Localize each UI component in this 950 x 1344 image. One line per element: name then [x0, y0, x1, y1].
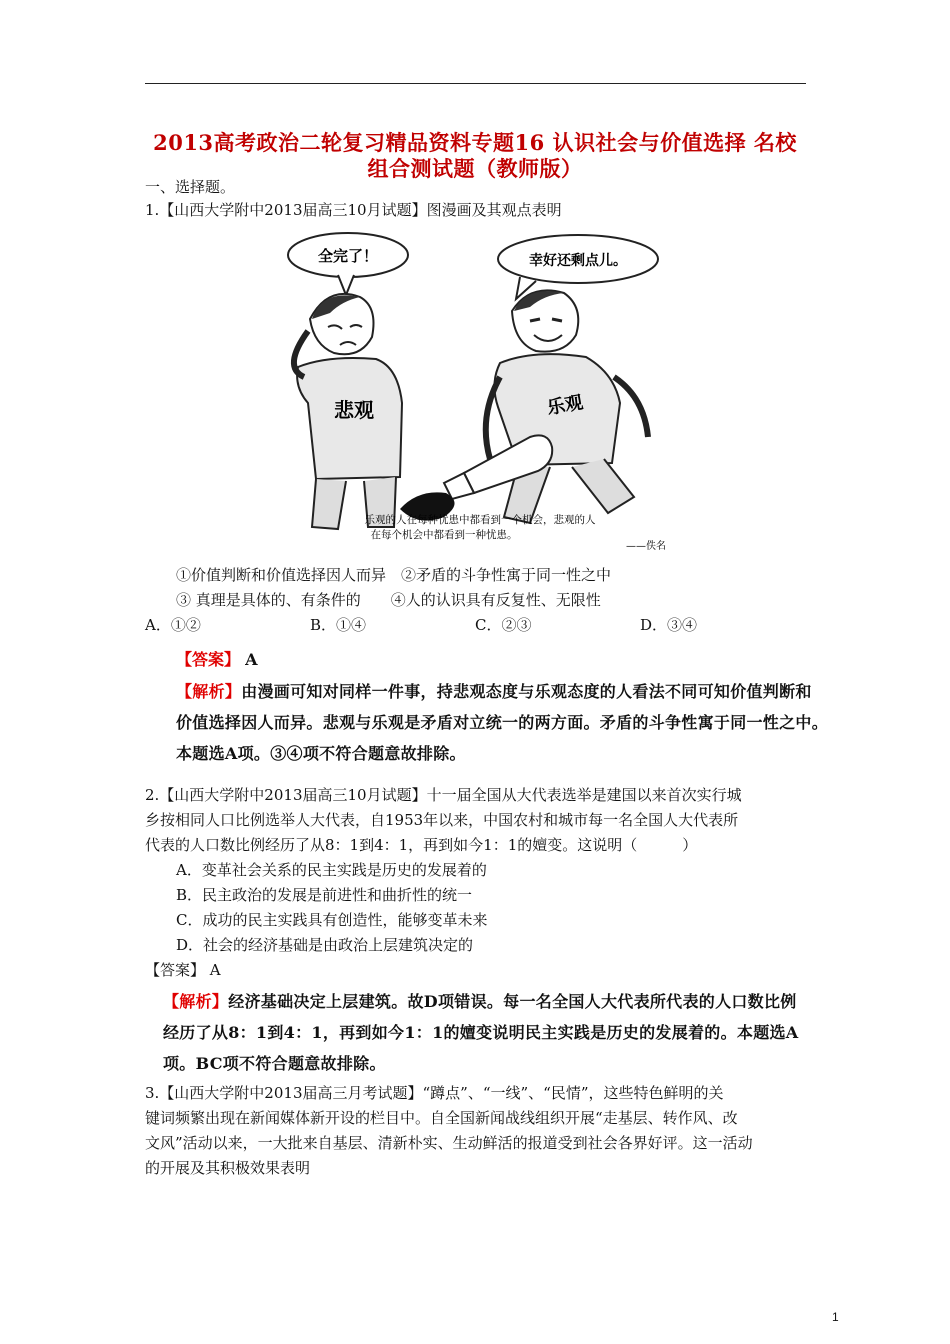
- cartoon-illustration: [268, 227, 692, 555]
- page-number: 1: [832, 1310, 839, 1324]
- q1-explanation-line3: 本题选A项。③④项不符合题意故排除。: [176, 744, 466, 763]
- q3-line4: 的开展及其积极效果表明: [145, 1159, 311, 1177]
- q1-choice-b: B．①④: [310, 616, 367, 634]
- q1-answer: [176, 647, 258, 670]
- q2-option-a: A．变革社会关系的民主实践是历史的发展着的: [176, 861, 487, 879]
- optimist-figure: [486, 290, 648, 523]
- cartoon-caption-2: 在每个机会中都看到一种忧患。: [370, 529, 518, 541]
- q1-answer-label: 【答案】: [176, 650, 241, 669]
- q1-stem: 1.【山西大学附中2013届高三10月试题】图漫画及其观点表明: [145, 201, 562, 219]
- cartoon-caption-3: ——佚名: [626, 541, 666, 552]
- shirt-left-text: 悲观: [334, 398, 374, 422]
- q3-line1: 3.【山西大学附中2013届高三月考试题】“蹲点”、“一线”、“民情”，这些特色鲜明的关: [145, 1084, 724, 1102]
- q1-options-line1: ①价值判断和价值选择因人而异 ②矛盾的斗争性寓于同一性之中: [176, 566, 612, 584]
- q1-exp-label: 【解析】: [176, 682, 242, 701]
- q2-option-b: B．民主政治的发展是前进性和曲折性的统一: [176, 886, 473, 904]
- shirt-right-text: 乐观: [545, 392, 585, 420]
- q2-exp-label: 【解析】: [163, 992, 229, 1011]
- q2-option-c: C．成功的民主实践具有创造性，能够变革未来: [176, 911, 488, 929]
- q2-option-d: D．社会的经济基础是由政治上层建筑决定的: [176, 936, 474, 954]
- q2-explanation-line2: 经历了从8：1到4：1，再到如今1：1的嬗变说明民主实践是历史的发展着的。本题选A: [163, 1023, 799, 1042]
- q2-stem-line1: 2.【山西大学附中2013届高三10月试题】十一届全国从大代表选举是建国以来首次实行城: [145, 786, 742, 804]
- q1-options-line2: ③ 真理是具体的、有条件的 ④人的认识具有反复性、无限性: [176, 591, 601, 609]
- q1-answer-value: A: [245, 650, 258, 669]
- q1-explanation-line2: 价值选择因人而异。悲观与乐观是矛盾对立统一的两方面。矛盾的斗争性寓于同一性之中。: [176, 713, 829, 732]
- q1-choice-a: A．①②: [145, 616, 201, 634]
- q2-answer: [145, 960, 221, 980]
- header-rule: [145, 83, 806, 84]
- q2-exp-text1: 经济基础决定上层建筑。故D项错误。每一名全国人大代表所代表的人口数比例: [228, 992, 797, 1011]
- q2-answer-label: 【答案】: [145, 961, 206, 979]
- q1-explanation-line1: [176, 679, 812, 702]
- cartoon-caption-1: 乐观的人在每种忧患中都看到一个机会，悲观的人: [364, 514, 596, 526]
- section-heading: 一、选择题。: [145, 178, 236, 196]
- pessimist-figure: [294, 294, 402, 529]
- q2-stem-line3: 代表的人口数比例经历了从8：1到4：1，再到如今1：1的嬗变。这说明（ ）: [145, 836, 698, 854]
- q2-stem-line2: 乡按相同人口比例选举人大代表，自1953年以来，中国农村和城市每一名全国人大代表所: [145, 811, 739, 829]
- bubble-right-text: 幸好还剩点儿。: [529, 253, 627, 269]
- bubble-left-text: 全完了！: [317, 247, 379, 265]
- doc-title-line2: 组合测试题（教师版）: [367, 156, 583, 181]
- q1-choice-d: D．③④: [640, 616, 698, 634]
- doc-title-line1: 2013高考政治二轮复习精品资料专题16 认识社会与价值选择 名校: [153, 130, 797, 155]
- q3-line3: 文风”活动以来，一大批来自基层、清新朴实、生动鲜活的报道受到社会各界好评。这一活动: [145, 1134, 753, 1152]
- q2-answer-value: A: [209, 961, 221, 979]
- q2-explanation-line3: 项。BC项不符合题意故排除。: [163, 1054, 386, 1073]
- q1-choice-c: C．②③: [475, 616, 532, 634]
- q2-explanation-line1: [163, 989, 797, 1012]
- q1-exp-text1: 由漫画可知对同样一件事，持悲观态度与乐观态度的人看法不同可知价值判断和: [241, 682, 812, 701]
- q3-line2: 键词频繁出现在新闻媒体新开设的栏目中。自全国新闻战线组织开展“走基层、转作风、改: [145, 1109, 738, 1127]
